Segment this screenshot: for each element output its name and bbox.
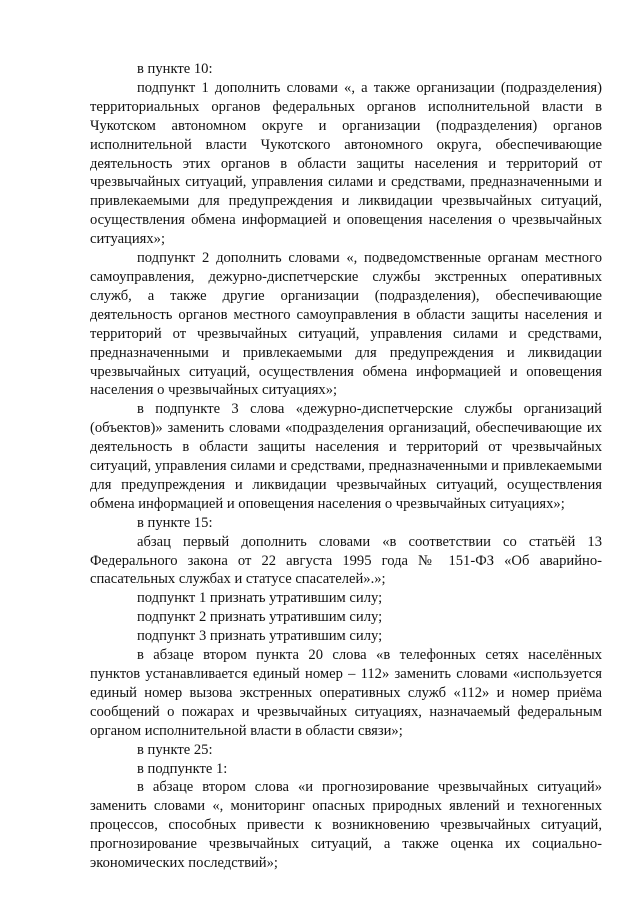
- paragraph-first-abzac-amendment: абзац первый дополнить словами «в соответствии со статьёй 13 Федерального закона от 22 августа 1995 года № 151-ФЗ «Об аварийно-спасательных службах и статусе спасателей».»;: [90, 533, 602, 588]
- paragraph-item-10-header: в пункте 10:: [137, 61, 213, 77]
- paragraph-second-abzac-amendment: в абзаце втором слова «и прогнозирование чрезвычайных ситуаций» заменить словами «, мониторинг опасных природных явлений и техногенных процессов, способных привести к возникновению чрезвычайных ситуаций, прогнозирование чрезвычайных ситуаций, а также оценка их социально-экономических последствий»;: [90, 779, 602, 872]
- paragraph-subitem-1-repeal: подпункт 1 признать утратившим силу;: [137, 590, 383, 607]
- paragraph-subitem-3-amendment: в подпункте 3 слова «дежурно-диспетчерские службы организаций (объектов)» заменить словами «подразделения организаций, обеспечивающие их деятельность в области защиты населения и территорий от чрезвычайных ситуаций, управления силами и средствами, предназначенными и привлекаемыми для предупреждения и ликвидации чрезвычайных ситуаций, осуществления обмена информацией и оповещения населения о чрезвычайных ситуациях»;: [90, 401, 602, 512]
- paragraph-item-15-header: в пункте 15:: [137, 514, 213, 531]
- paragraph-subitem-2-repeal: подпункт 2 признать утратившим силу;: [137, 609, 383, 626]
- paragraph-subitem-1-amendment: подпункт 1 дополнить словами «, а также организации (подразделения) территориальных органов федеральных органов исполнительной власти в Чукотском автономном округе и организации (подразделения) органов исполнительной власти Чукотского автономного округа, обеспечивающие деятельность этих органов в области защиты населения и территорий от чрезвычайных ситуаций, управления силами и средствами, предназначенными и привлекаемыми для предупреждения и ликвидации чрезвычайных ситуаций, осуществления обмена информацией и оповещения населения о чрезвычайных ситуациях»;: [90, 79, 602, 248]
- document-page: [90, 60, 602, 873]
- paragraph-subitem-1-header: в подпункте 1:: [137, 760, 228, 777]
- paragraph-item-25-header: в пункте 25:: [137, 741, 213, 758]
- paragraph-subitem-3-repeal: подпункт 3 признать утратившим силу;: [137, 628, 383, 645]
- paragraph-subitem-2-amendment: подпункт 2 дополнить словами «, подведомственные органам местного самоуправления, дежурно-диспетчерские службы экстренных оперативных служб, а также другие организации (подразделения), обеспечивающие деятельность органов местного самоуправления в области защиты населения и территорий от чрезвычайных ситуаций, управления силами и средствами, предназначенными и привлекаемыми для предупреждения и ликвидации чрезвычайных ситуаций, осуществления обмена информацией и оповещения населения о чрезвычайных ситуациях»;: [90, 250, 602, 399]
- paragraph-item-20-amendment: в абзаце втором пункта 20 слова «в телефонных сетях населённых пунктов устанавливается единый номер – 112» заменить словами «используется единый номер вызова экстренных оперативных служб «112» и номер приёма сообщений о пожарах и чрезвычайных ситуациях, назначаемый федеральным органом исполнительной власти в области связи»;: [90, 647, 602, 739]
